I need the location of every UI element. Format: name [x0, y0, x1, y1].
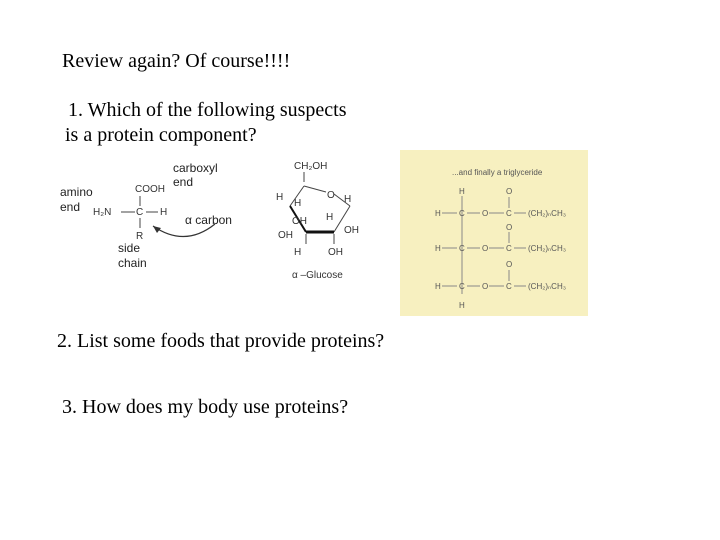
carboxyl-end-label-1: carboxyl	[173, 161, 218, 175]
question-2: 2. List some foods that provide proteins?	[57, 330, 385, 352]
svg-text:O: O	[482, 282, 489, 291]
question-1-line-1: 1. Which of the following suspects	[68, 99, 347, 121]
svg-text:H: H	[435, 244, 441, 253]
glucose-h-1: H	[276, 192, 284, 203]
svg-text:C: C	[459, 282, 465, 291]
triglyceride-diagram	[400, 150, 588, 316]
alpha-carbon-label: α carbon	[185, 213, 232, 227]
glucose-oh-3: OH	[344, 225, 359, 236]
svg-text:C: C	[506, 209, 512, 218]
cooh-label: COOH	[135, 184, 165, 195]
glucose-h-4: H	[326, 212, 334, 223]
h-label: H	[160, 207, 168, 218]
svg-text:C: C	[459, 244, 465, 253]
question-1-line-2: is a protein component?	[65, 124, 257, 146]
carboxyl-end-label-2: end	[173, 175, 194, 189]
svg-text:(CH₂)ₙCH₃: (CH₂)ₙCH₃	[528, 209, 566, 218]
svg-text:H: H	[435, 282, 441, 291]
glucose-h-2: H	[294, 198, 302, 209]
ch2oh-label: CH₂OH	[294, 161, 328, 172]
svg-text:O: O	[506, 260, 513, 269]
amino-acid-diagram	[55, 158, 255, 278]
amino-end-label-1: amino	[60, 185, 93, 199]
amino-end-label-2: end	[60, 200, 81, 214]
svg-text:H: H	[459, 187, 465, 196]
alpha-c-label: C	[136, 207, 144, 218]
side-chain-label-1: side	[118, 241, 141, 255]
ring-oxygen-label: O	[327, 190, 335, 201]
glucose-oh-2: OH	[278, 230, 293, 241]
svg-text:O: O	[506, 187, 513, 196]
svg-text:C: C	[459, 209, 465, 218]
glucose-label: α –Glucose	[292, 270, 343, 281]
svg-text:H: H	[459, 301, 465, 310]
svg-text:(CH₂)ₙCH₃: (CH₂)ₙCH₃	[528, 244, 566, 253]
h2n-label: H₂N	[93, 207, 112, 218]
glucose-oh-4: OH	[328, 247, 343, 258]
svg-text:C: C	[506, 244, 512, 253]
svg-text:H: H	[435, 209, 441, 218]
glucose-oh-1: OH	[292, 216, 307, 227]
svg-text:O: O	[482, 209, 489, 218]
svg-text:O: O	[506, 223, 513, 232]
glucose-h-5: H	[294, 247, 302, 258]
glucose-h-3: H	[344, 194, 352, 205]
side-chain-label-2: chain	[118, 256, 147, 270]
triglyceride-heading: ...and finally a triglyceride	[452, 168, 543, 177]
r-label: R	[136, 231, 144, 242]
svg-text:(CH₂)ₙCH₃: (CH₂)ₙCH₃	[528, 282, 566, 291]
question-3: 3. How does my body use proteins?	[62, 396, 349, 418]
glucose-diagram	[272, 158, 372, 283]
svg-text:C: C	[506, 282, 512, 291]
slide-title: Review again? Of course!!!!	[62, 50, 291, 72]
svg-text:O: O	[482, 244, 489, 253]
